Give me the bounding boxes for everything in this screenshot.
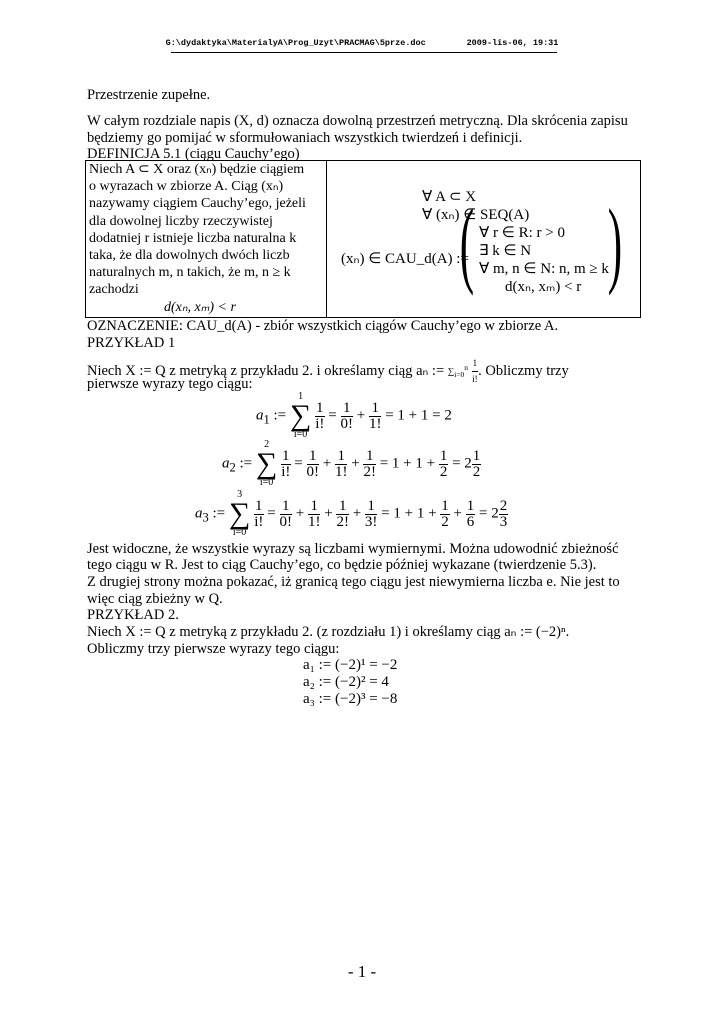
formula-quantifier-seq: ∀ (xₙ) ∈ SEQ(A): [422, 207, 530, 223]
fraction: $\frac{1}{1!}$: [307, 497, 321, 530]
fraction: $\frac{1}{3!}$: [364, 497, 378, 530]
header-rule: [171, 52, 557, 53]
section-title: Przestrzenie zupełne.: [87, 87, 211, 103]
paragraph2-line2: więc ciąg zbieżny w Q.: [87, 591, 223, 607]
fraction-icon: $\frac{1}{i!}$: [472, 358, 478, 384]
fraction: $\frac{1}{6}$: [466, 497, 475, 530]
file-datetime: 2009-lis-06, 19:31: [466, 38, 559, 48]
example2-line2: Obliczmy trzy pierwsze wyrazy tego ciągu:: [87, 641, 340, 657]
fraction: $\frac{1}{i!}$: [254, 497, 264, 530]
definition-line: nazywamy ciągiem Cauchy’ego, jeżeli: [89, 196, 306, 212]
equation-a3: $a_3$ := 3 ∑ i=0 $\frac{1}{i!}$ = $\frac{1}{0!}$ + $\frac{1}{1!}$ + $\frac{1}{2!}$ + $\frac{1}{3!}$ = 1 + 1 + $\frac{1}{2}$ + $\frac{1}{6}$ = 2 $\frac{2}{3}$: [195, 489, 508, 538]
paragraph2-line1: Z drugiej strony można pokazać, iż granicą tego ciągu jest niewymierna liczba e. Nie jest to: [87, 574, 620, 590]
notation-line: OZNACZENIE: CAU_d(A) - zbiór wszystkich ciągów Cauchy’ego w zbiorze A.: [87, 318, 559, 334]
fraction: $\frac{1}{2!}$: [336, 497, 349, 530]
example1-heading: PRZYKŁAD 1: [87, 335, 176, 351]
fraction: $\frac{1}{i!}$: [281, 447, 291, 480]
fraction: $\frac{1}{0!}$: [340, 399, 353, 432]
file-path: G:\dydaktyka\MaterialyA\Prog_Uzyt\PRACMAG\5prze.doc: [165, 38, 426, 48]
formula-row: ∃ k ∈ N: [479, 243, 532, 259]
sum-icon: 1 ∑ i=0: [289, 391, 312, 440]
example1-line1-end: . Obliczmy trzy: [478, 362, 569, 379]
example1-line2: pierwsze wyrazy tego ciągu:: [87, 376, 253, 392]
definition-formula-cell: [327, 161, 641, 318]
fraction: $\frac{1}{2}$: [439, 447, 448, 480]
right-paren: ): [607, 189, 623, 296]
sum-icon: $\sum_{i=0}^n$: [447, 363, 469, 379]
fraction: $\frac{1}{1!}$: [368, 399, 382, 432]
definition-line: Niech A ⊂ X oraz (xₙ) będzie ciągiem: [89, 162, 305, 177]
example2-line1: Niech X := Q z metryką z przykładu 2. (z rozdziału 1) i określamy ciąg aₙ := (−2)ⁿ.: [87, 624, 570, 640]
fraction: $\frac{1}{0!}$: [306, 447, 319, 480]
formula-row: d(xₙ, xₘ) < r: [505, 279, 582, 295]
example2-equation: a₃ := (−2)³ = −8: [303, 691, 398, 707]
example2-equation: a₂ := (−2)² = 4: [303, 674, 389, 690]
example2-heading: PRZYKŁAD 2.: [87, 607, 179, 623]
paragraph1-line1: Jest widoczne, że wszystkie wyrazy są liczbami wymiernymi. Można udowodnić zbieżność: [87, 541, 619, 557]
definition-heading: DEFINICJA 5.1 (ciągu Cauchy’ego): [87, 146, 300, 162]
definition-condition: d(xₙ, xₘ) < r: [164, 299, 236, 315]
fraction: $\frac{1}{1!}$: [334, 447, 348, 480]
paragraph1-line2: tego ciągu w R. Jest to ciąg Cauchy’ego, co będzie później wykazane (twierdzenie 5.3).: [87, 557, 597, 573]
definition-line: dodatniej r istnieje liczba naturalna k: [89, 230, 297, 246]
fraction: $\frac{2}{3}$: [499, 497, 508, 530]
example1-line1-start: Niech X := Q z metryką z przykładu 2. i określamy ciąg aₙ :=: [87, 362, 445, 379]
fraction: $\frac{1}{i!}$: [315, 399, 325, 432]
definition-text-cell: [86, 161, 327, 318]
equation-a1: $a_1$ := 1 ∑ i=0 $\frac{1}{i!}$ = $\frac{1}{0!}$ + $\frac{1}{1!}$ = 1 + 1 = 2: [256, 391, 452, 440]
intro-line-2: będziemy go pomijać w sformułowaniach wszystkich twierdzeń i definicji.: [87, 130, 523, 146]
formula-quantifier-a: ∀ A ⊂ X: [422, 189, 477, 205]
example2-equation: a₁ := (−2)¹ = −2: [303, 657, 398, 673]
definition-line: naturalnych m, n takich, że m, n ≥ k: [89, 265, 291, 281]
document-header: [0, 38, 724, 48]
definition-line: taka, że dla dowolnych dwóch liczb: [89, 248, 290, 264]
definition-line: o wyrazach w zbiorze A. Ciąg (xₙ): [89, 179, 284, 195]
definition-table: [85, 160, 641, 318]
fraction: $\frac{1}{2}$: [472, 447, 481, 480]
fraction: $\frac{1}{0!}$: [279, 497, 292, 530]
formula-lhs: (xₙ) ∈ CAU_d(A) :=: [341, 251, 469, 267]
page-number: - 1 -: [347, 962, 377, 981]
left-paren: (: [459, 189, 475, 296]
fraction: $\frac{1}{2!}$: [363, 447, 376, 480]
definition-line: dla dowolnej liczby rzeczywistej: [89, 213, 273, 229]
formula-row: ∀ m, n ∈ N: n, m ≥ k: [479, 261, 609, 277]
equation-a2: $a_2$ := 2 ∑ i=0 $\frac{1}{i!}$ = $\frac{1}{0!}$ + $\frac{1}{1!}$ + $\frac{1}{2!}$ = 1 + 1 + $\frac{1}{2}$ = 2 $\frac{1}{2}$: [222, 439, 481, 488]
formula-row: ∀ r ∈ R: r > 0: [479, 225, 565, 241]
definition-line: zachodzi: [89, 282, 139, 298]
intro-line-1: W całym rozdziale napis (X, d) oznacza dowolną przestrzeń metryczną. Dla skrócenia zapisu: [87, 113, 628, 129]
sum-icon: 3 ∑ i=0: [228, 489, 251, 538]
sum-icon: 2 ∑ i=0: [255, 439, 278, 488]
fraction: $\frac{1}{2}$: [441, 497, 449, 530]
